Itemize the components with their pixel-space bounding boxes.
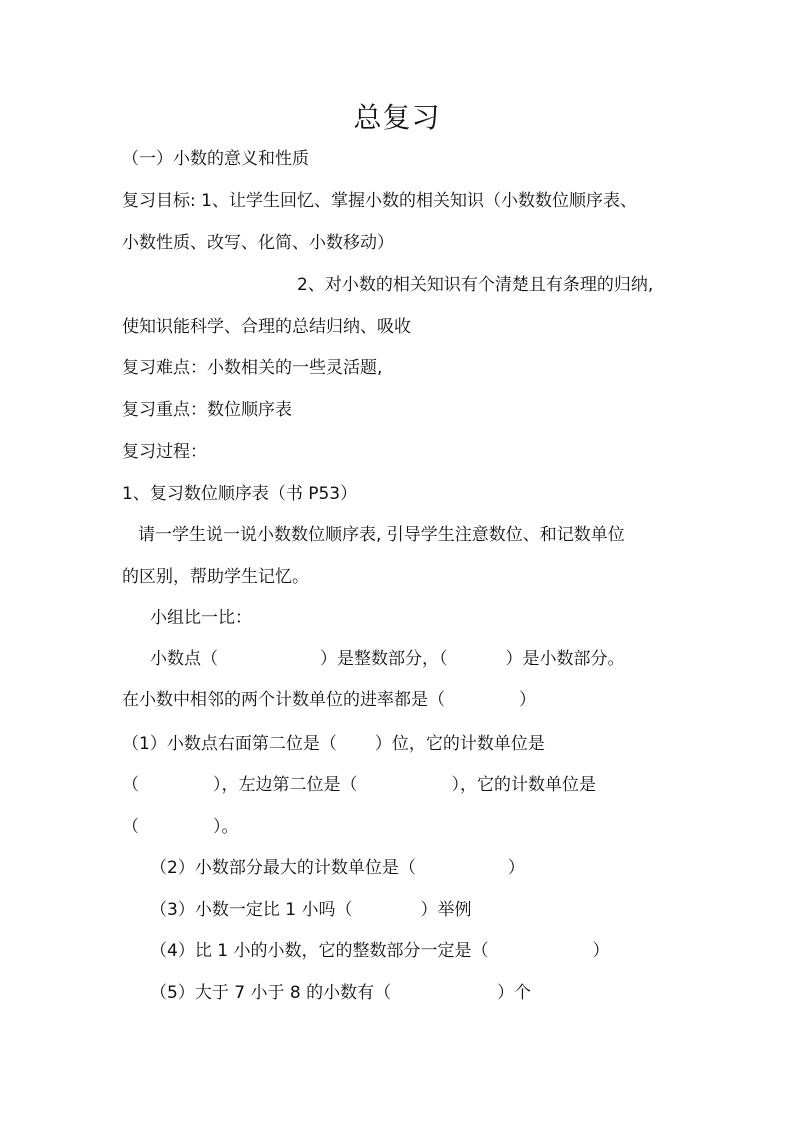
review-process: 复习过程： [122, 442, 207, 462]
question-text: ） [507, 858, 525, 878]
question-text: （2）小数部分最大的计数单位是（ [150, 858, 416, 878]
question-4 [150, 939, 609, 963]
question-text: ）是小数部分。 [505, 649, 625, 669]
question-1-line-1 [122, 732, 545, 756]
question-text: （3）小数一定比 1 小吗（ [150, 900, 353, 920]
question-text: 小数点（ [150, 649, 218, 669]
question-text: ），左边第二位是（ [213, 775, 358, 795]
step-1-desc-line-1: 请一学生说一说小数数位顺序表, 引导学生注意数位、和记数单位 [138, 525, 625, 545]
question-text: ）是整数部分，（ [320, 649, 448, 669]
review-key-point: 复习重点：数位顺序表 [122, 400, 292, 420]
question-rate [122, 688, 536, 712]
answer-blank[interactable] [445, 704, 519, 705]
review-goal-line-3: 2、对小数的相关知识有个清楚且有条理的归纳, [297, 275, 654, 295]
answer-blank[interactable] [416, 872, 508, 873]
question-text: （1）小数点右面第二位是（ [122, 734, 337, 754]
review-goal-line-4: 使知识能科学、合理的总结归纳、吸收 [122, 317, 411, 337]
page-title: 总复习 [353, 101, 441, 134]
question-1-line-2 [122, 773, 596, 797]
question-text: ）个 [497, 983, 532, 1003]
question-3 [150, 898, 471, 922]
answer-blank[interactable] [358, 789, 452, 790]
question-1-line-3 [122, 815, 239, 839]
answer-blank[interactable] [139, 831, 213, 832]
step-1-heading: 1、复习数位顺序表（书 P53） [122, 484, 358, 504]
answer-blank[interactable] [448, 663, 506, 664]
question-2 [150, 856, 525, 880]
question-text: （ [122, 775, 139, 795]
step-1-desc-line-2: 的区别，帮助学生记忆。 [122, 567, 309, 587]
question-text: ）位，它的计数单位是 [374, 734, 545, 754]
answer-blank[interactable] [488, 955, 592, 956]
answer-blank[interactable] [139, 789, 213, 790]
question-text: 在小数中相邻的两个计数单位的进率都是（ [122, 690, 445, 710]
question-text: （4）比 1 小的小数，它的整数部分一定是（ [150, 941, 489, 961]
question-text: ）举例 [420, 900, 472, 920]
question-text: ），它的计数单位是 [451, 775, 596, 795]
answer-blank[interactable] [352, 914, 420, 915]
review-goal-line-1: 复习目标: 1、让学生回忆、掌握小数的相关知识（小数数位顺序表、 [122, 191, 637, 211]
question-decimal-point [150, 647, 625, 671]
section-heading: （一）小数的意义和性质 [122, 149, 309, 169]
answer-blank[interactable] [337, 748, 375, 749]
group-compare-label: 小组比一比： [150, 608, 252, 628]
question-text: （5）大于 7 小于 8 的小数有（ [150, 983, 392, 1003]
question-text: ） [519, 690, 536, 710]
question-text: ） [592, 941, 610, 961]
answer-blank[interactable] [391, 997, 497, 998]
question-5 [150, 981, 531, 1005]
answer-blank[interactable] [218, 663, 320, 664]
question-text: ）。 [213, 817, 239, 837]
question-text: （ [122, 817, 139, 837]
review-goal-line-2: 小数性质、改写、化简、小数移动） [122, 233, 394, 253]
review-difficulty: 复习难点：小数相关的一些灵活题, [122, 358, 383, 378]
